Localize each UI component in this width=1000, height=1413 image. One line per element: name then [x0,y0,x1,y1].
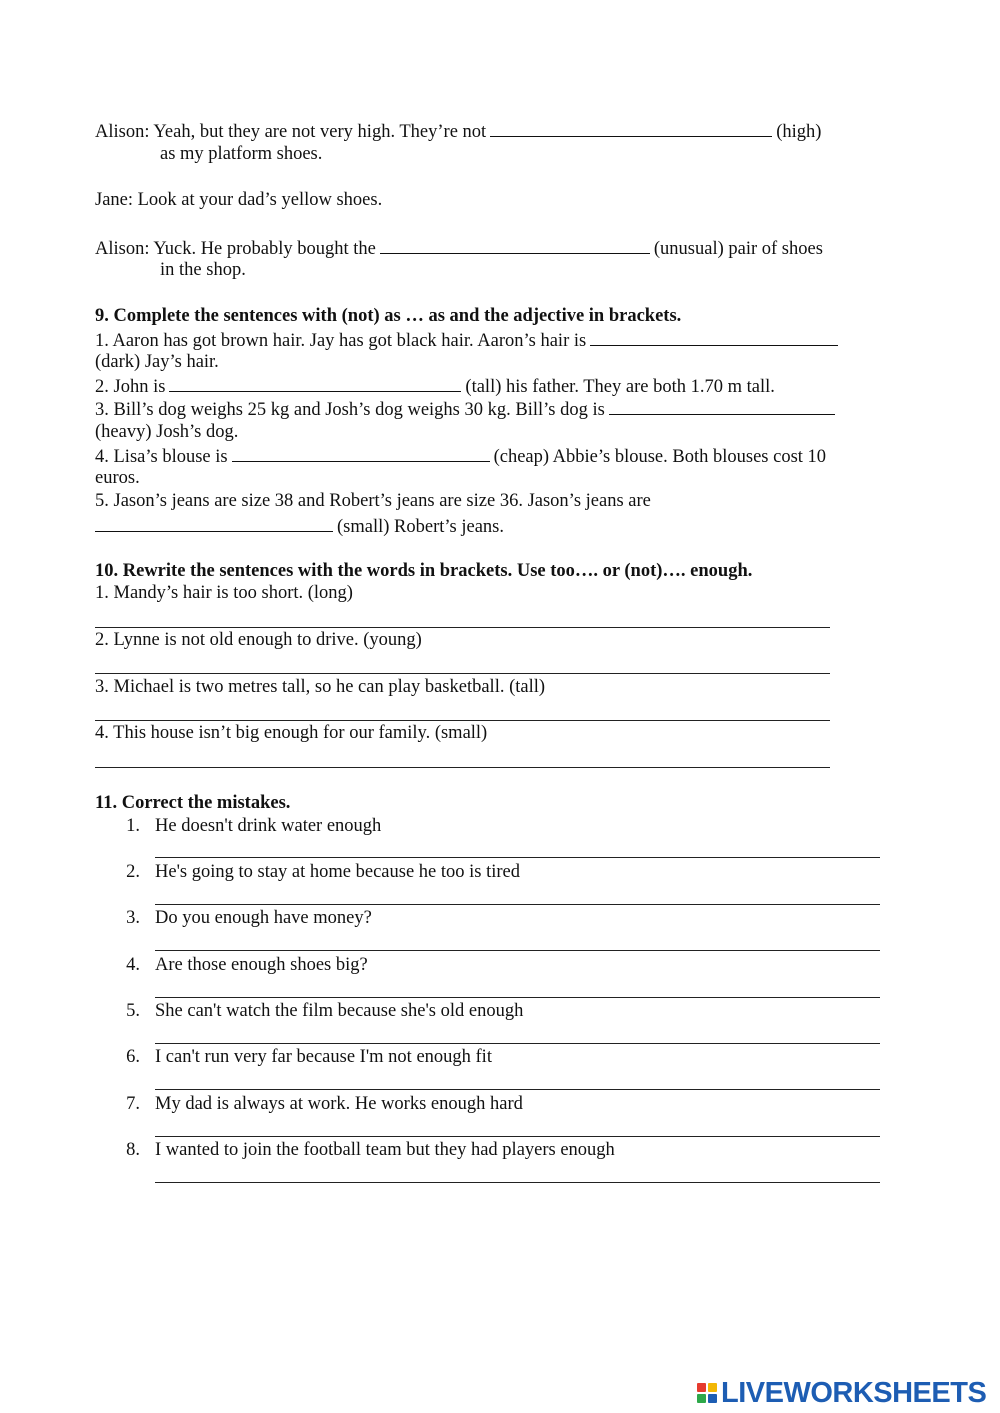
dialogue-line-alison-1 [95,119,821,144]
sentence-text: 2. John is [95,377,166,397]
ex10-item-4: 4. This house isn’t big enough for our family. (small) [95,723,488,743]
ex11-item-2: He's going to stay at home because he too is tired [155,862,521,882]
list-number: 1. [126,816,140,836]
exercise-10-heading: 10. Rewrite the sentences with the words in brackets. Use too…. or (not)…. enough. [95,561,753,581]
logo-square [697,1394,706,1403]
ex10-item-3: 3. Michael is two metres tall, so he can play basketball. (tall) [95,677,546,697]
logo-icon [697,1383,717,1403]
ex9-sentence-4-cont: euros. [95,468,140,488]
ex11-item-1: He doesn't drink water enough [155,816,382,836]
hint: (high) [776,122,822,142]
ex11-item-4: Are those enough shoes big? [155,955,368,975]
ex11-item-6: I can't run very far because I'm not enough fit [155,1047,492,1067]
list-number: 5. [126,1001,140,1021]
ex9-sentence-1 [95,328,842,353]
hint: (unusual) pair of shoes [653,239,823,259]
exercise-11-heading: 11. Correct the mistakes. [95,793,291,813]
answer-line[interactable] [155,950,880,951]
ex11-item-5: She can't watch the film because she's old enough [155,1001,524,1021]
ex9-sentence-1-cont: (dark) Jay’s hair. [95,352,219,372]
answer-line[interactable] [155,904,880,905]
liveworksheets-logo [697,1376,986,1410]
dialogue-text: Alison: Yuck. He probably bought the [95,239,376,259]
answer-blank[interactable] [95,514,333,532]
answer-line[interactable] [155,1182,880,1183]
answer-blank[interactable] [232,444,490,462]
sentence-text: (cheap) Abbie’s blouse. Both blouses cost 10 [493,447,827,467]
ex9-sentence-3 [95,397,839,422]
ex9-sentence-5: 5. Jason’s jeans are size 38 and Robert’s jeans are size 36. Jason’s jeans are [95,491,651,511]
answer-blank[interactable] [380,236,650,254]
sentence-text: (small) Robert’s jeans. [337,517,504,537]
ex11-item-8: I wanted to join the football team but they had players enough [155,1140,615,1160]
sentence-text: 4. Lisa’s blouse is [95,447,228,467]
ex9-sentence-2 [95,374,775,399]
list-number: 3. [126,908,140,928]
list-number: 8. [126,1140,140,1160]
ex10-item-2: 2. Lynne is not old enough to drive. (young) [95,630,422,650]
logo-square [708,1383,717,1392]
dialogue-continuation: in the shop. [160,260,246,280]
exercise-9-heading: 9. Complete the sentences with (not) as … as and the adjective in brackets. [95,306,682,326]
answer-line[interactable] [95,627,830,628]
logo-square [697,1383,706,1392]
answer-line[interactable] [155,1043,880,1044]
answer-line[interactable] [155,997,880,998]
list-number: 7. [126,1094,140,1114]
dialogue-line-jane: Jane: Look at your dad’s yellow shoes. [95,190,383,210]
ex9-sentence-4 [95,444,826,469]
sentence-text: 3. Bill’s dog weighs 25 kg and Josh’s dog weighs 30 kg. Bill’s dog is [95,400,605,420]
sentence-text: (tall) his father. They are both 1.70 m tall. [465,377,775,397]
logo-text: LIVEWORKSHEETS [721,1377,987,1409]
dialogue-text: Alison: Yeah, but they are not very high. They’re not [95,122,487,142]
ex9-sentence-5-cont [95,514,504,539]
answer-blank[interactable] [609,397,835,415]
answer-line[interactable] [155,857,880,858]
list-number: 6. [126,1047,140,1067]
answer-line[interactable] [155,1136,880,1137]
dialogue-continuation: as my platform shoes. [160,144,323,164]
ex10-item-1: 1. Mandy’s hair is too short. (long) [95,583,353,603]
answer-blank[interactable] [169,374,461,392]
dialogue-line-alison-2 [95,236,823,261]
answer-line[interactable] [95,720,830,721]
answer-blank[interactable] [490,119,772,137]
answer-line[interactable] [155,1089,880,1090]
ex11-item-3: Do you enough have money? [155,908,372,928]
answer-line[interactable] [95,673,830,674]
ex11-item-7: My dad is always at work. He works enough hard [155,1094,523,1114]
list-number: 2. [126,862,140,882]
ex9-sentence-3-cont: (heavy) Josh’s dog. [95,422,239,442]
logo-square [708,1394,717,1403]
answer-line[interactable] [95,767,830,768]
sentence-text: 1. Aaron has got brown hair. Jay has got black hair. Aaron’s hair is [95,331,587,351]
answer-blank[interactable] [590,328,838,346]
list-number: 4. [126,955,140,975]
